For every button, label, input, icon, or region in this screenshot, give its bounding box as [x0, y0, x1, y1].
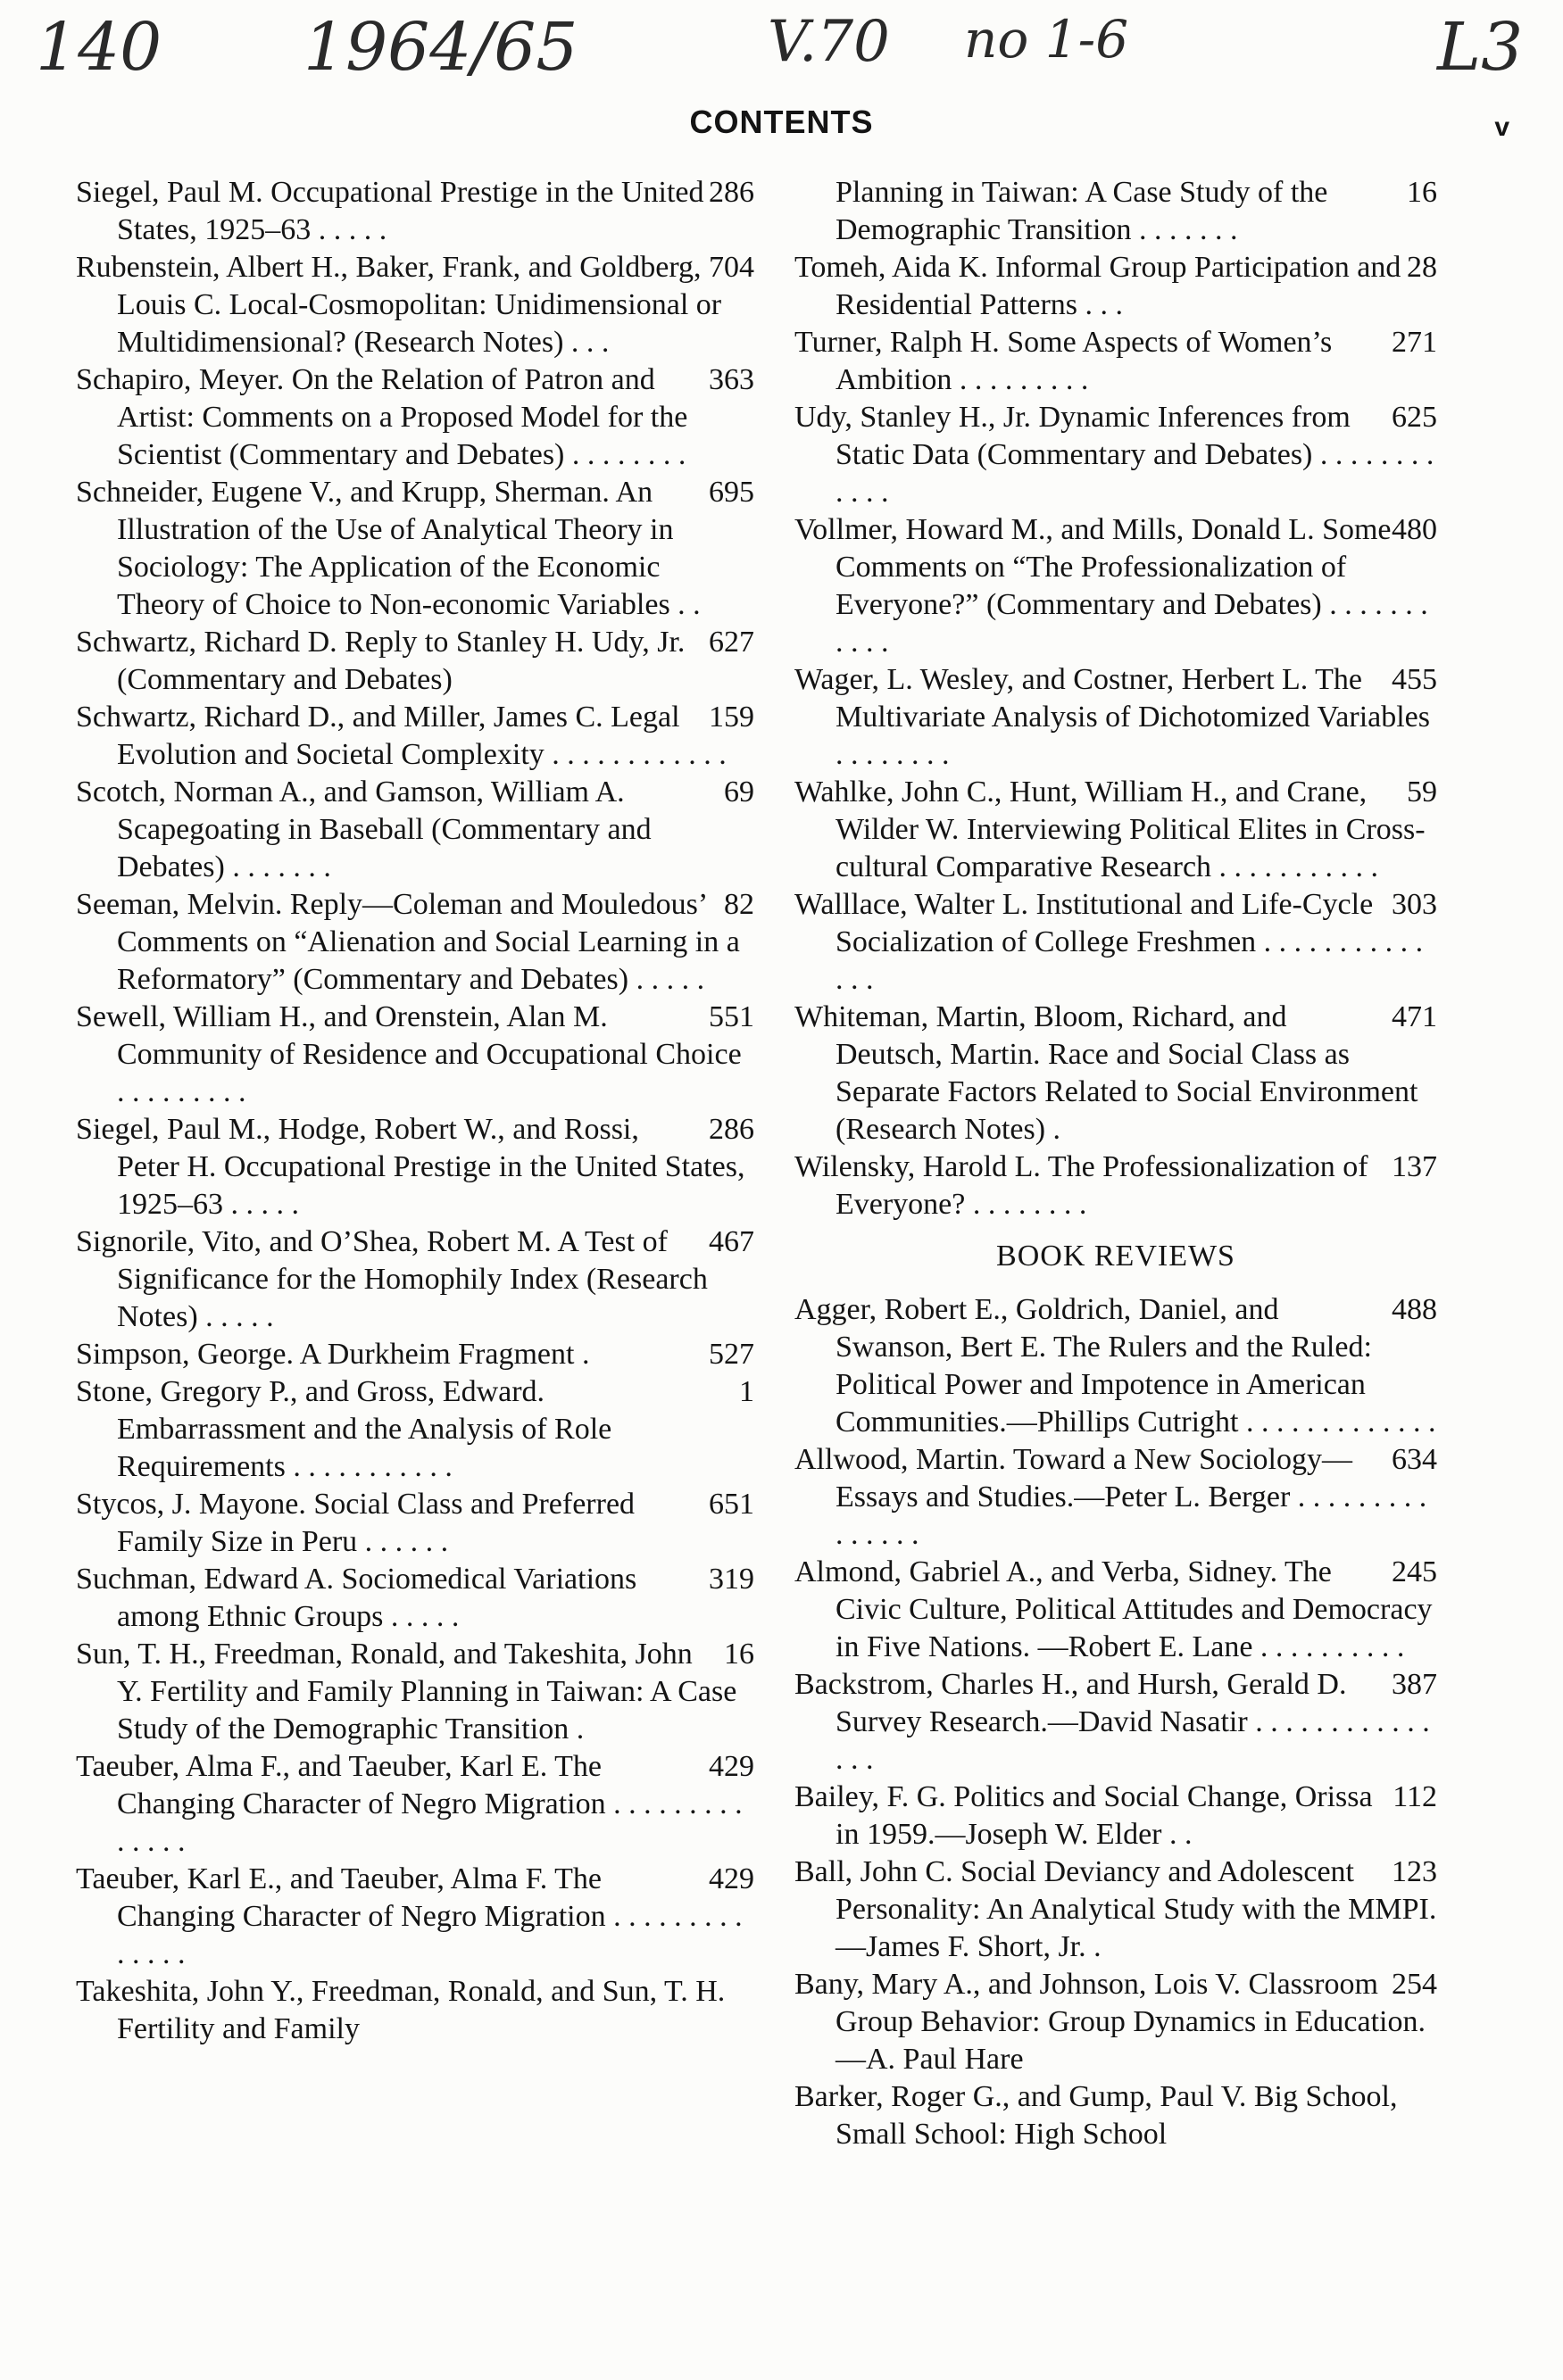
entry-text: Rubenstein, Albert H., Baker, Frank, and Goldberg, Louis C. Local-Cosmopolitan: Unidimensional or Multidimensional? (Research Notes) . . . — [76, 251, 722, 359]
entry-page-number: 123 — [1392, 1855, 1437, 1888]
entry-text: Seeman, Melvin. Reply—Coleman and Mouledous’ Comments on “Alienation and Social Learning in a Reformatory” (Commentary and Debates) . . . . . — [76, 888, 740, 996]
entry-page-number: 137 — [1392, 1150, 1437, 1183]
entry-page-number: 480 — [1392, 513, 1437, 546]
handwriting-volume: V.70 — [768, 9, 890, 75]
entry-page-number: 634 — [1392, 1443, 1437, 1476]
entry-text: Takeshita, John Y., Freedman, Ronald, and Sun, T. H. Fertility and Family — [76, 1975, 726, 2045]
entry-text: Backstrom, Charles H., and Hursh, Gerald D. Survey Research.—David Nasatir . . . . . . . . . . . . . . . — [794, 1668, 1430, 1776]
entry-text: Wilensky, Harold L. The Professionalization of Everyone? . . . . . . . . — [794, 1150, 1368, 1221]
entry-text: Schwartz, Richard D., and Miller, James C. Legal Evolution and Societal Complexity . . . . . . . . . . . . — [76, 701, 727, 771]
entry-text: Schapiro, Meyer. On the Relation of Patron and Artist: Comments on a Proposed Model for the Scientist (Commentary and Debates) . . . . . . . . — [76, 363, 688, 471]
contents-entry — [794, 886, 1437, 999]
book-review-entry — [794, 1554, 1437, 1666]
entry-text: Walllace, Walter L. Institutional and Life-Cycle Socialization of College Freshmen . . . . . . . . . . . . . . — [794, 888, 1424, 996]
entry-text: Allwood, Martin. Toward a New Sociology—Essays and Studies.—Peter L. Berger . . . . . . . . . . . . . . . — [794, 1443, 1427, 1551]
book-review-entry — [794, 1966, 1437, 2078]
contents-entry — [76, 1561, 754, 1636]
contents-entry — [794, 511, 1437, 661]
entry-page-number: 429 — [709, 1750, 754, 1783]
entry-text: Whiteman, Martin, Bloom, Richard, and Deutsch, Martin. Race and Social Class as Separate Factors Related to Social Environment (Research Notes) . — [794, 1000, 1418, 1146]
book-review-entry — [794, 1291, 1437, 1441]
left-column — [76, 174, 754, 2048]
entry-text: Wager, L. Wesley, and Costner, Herbert L. The Multivariate Analysis of Dichotomized Variables . . . . . . . . — [794, 663, 1431, 771]
entry-page-number: 527 — [709, 1338, 754, 1371]
entry-page-number: 245 — [1392, 1555, 1437, 1588]
contents-entry — [76, 699, 754, 774]
contents-entry — [794, 774, 1437, 886]
contents-entry — [76, 1486, 754, 1561]
entry-page-number: 271 — [1392, 326, 1437, 359]
entry-text: Ball, John C. Social Deviancy and Adolescent Personality: An Analytical Study with the MMPI.—James F. Short, Jr. . — [794, 1855, 1437, 1963]
entry-text: Scotch, Norman A., and Gamson, William A. Scapegoating in Baseball (Commentary and Debates) . . . . . . . — [76, 775, 652, 883]
book-review-entry — [794, 1666, 1437, 1779]
entry-text: Almond, Gabriel A., and Verba, Sidney. The Civic Culture, Political Attitudes and Democracy in Five Nations. —Robert E. Lane . . . . . . . . . . — [794, 1555, 1433, 1663]
page-title: CONTENTS — [689, 104, 874, 140]
entry-text: Udy, Stanley H., Jr. Dynamic Inferences from Static Data (Commentary and Debates) . . . . . . . . . . . . — [794, 401, 1434, 509]
contents-entry — [76, 249, 754, 361]
entry-page-number: 467 — [709, 1225, 754, 1258]
entry-text: Suchman, Edward A. Sociomedical Variations among Ethnic Groups . . . . . — [76, 1563, 637, 1633]
contents-entry — [76, 1861, 754, 1973]
book-review-entry — [794, 1779, 1437, 1853]
handwriting-corner: L3 — [1437, 9, 1524, 86]
right-column-entries — [794, 174, 1437, 1223]
contents-entry — [76, 474, 754, 624]
entry-page-number: 651 — [709, 1488, 754, 1521]
entry-text: Bany, Mary A., and Johnson, Lois V. Classroom Group Behavior: Group Dynamics in Education.—A. Paul Hare — [794, 1968, 1426, 2076]
entry-page-number: 303 — [1392, 888, 1437, 921]
entry-page-number: 159 — [709, 701, 754, 734]
entry-text: Taeuber, Karl E., and Taeuber, Alma F. The Changing Character of Negro Migration . . . . . . . . . . . . . . — [76, 1862, 743, 1970]
book-reviews-list — [794, 1291, 1437, 2153]
entry-text: Siegel, Paul M., Hodge, Robert W., and Rossi, Peter H. Occupational Prestige in the United States, 1925–63 . . . . . — [76, 1113, 745, 1221]
entry-page-number: 59 — [1407, 775, 1437, 809]
contents-entry — [76, 1636, 754, 1748]
contents-entry — [76, 624, 754, 699]
entry-text: Planning in Taiwan: A Case Study of the Demographic Transition . . . . . . . — [836, 176, 1328, 246]
page-header — [0, 100, 1563, 153]
book-review-entry — [794, 1441, 1437, 1554]
contents-entry — [794, 174, 1437, 249]
entry-page-number: 16 — [724, 1638, 754, 1671]
entry-page-number: 286 — [709, 176, 754, 209]
handwriting-left: 140 — [36, 9, 162, 86]
entry-text: Vollmer, Howard M., and Mills, Donald L. Some Comments on “The Professionalization of Everyone?” (Commentary and Debates) . . . . . . . . . . . — [794, 513, 1428, 659]
entry-page-number: 471 — [1392, 1000, 1437, 1033]
entry-page-number: 16 — [1407, 176, 1437, 209]
entry-text: Bailey, F. G. Politics and Social Change, Orissa in 1959.—Joseph W. Elder . . — [794, 1780, 1373, 1851]
entry-page-number: 28 — [1407, 251, 1437, 284]
entry-text: Schwartz, Richard D. Reply to Stanley H. Udy, Jr. (Commentary and Debates) — [76, 626, 686, 696]
entry-page-number: 82 — [724, 888, 754, 921]
entry-text: Tomeh, Aida K. Informal Group Participation and Residential Patterns . . . — [794, 251, 1401, 321]
contents-entry — [76, 361, 754, 474]
entry-page-number: 429 — [709, 1862, 754, 1895]
book-review-entry — [794, 1853, 1437, 1966]
contents-entry — [76, 1336, 754, 1373]
entry-page-number: 112 — [1393, 1780, 1437, 1813]
entry-text: Siegel, Paul M. Occupational Prestige in the United States, 1925–63 . . . . . — [76, 176, 704, 246]
entry-page-number: 627 — [709, 626, 754, 659]
entry-page-number: 1 — [739, 1375, 754, 1408]
entry-text: Signorile, Vito, and O’Shea, Robert M. A Test of Significance for the Homophily Index (Research Notes) . . . . . — [76, 1225, 708, 1333]
entry-text: Schneider, Eugene V., and Krupp, Sherman. An Illustration of the Use of Analytical Theory in Sociology: The Application of the Economic Theory of Choice to Non-economic Variables . . — [76, 476, 701, 621]
entry-text: Wahlke, John C., Hunt, William H., and Crane, Wilder W. Interviewing Political Elites in Cross-cultural Comparative Research . . . . . . . . . . . — [794, 775, 1426, 883]
entry-page-number: 625 — [1392, 401, 1437, 434]
entry-page-number: 254 — [1392, 1968, 1437, 2001]
contents-entry — [794, 249, 1437, 324]
contents-entry — [76, 174, 754, 249]
entry-text: Sun, T. H., Freedman, Ronald, and Takeshita, John Y. Fertility and Family Planning in Taiwan: A Case Study of the Demographic Transition . — [76, 1638, 737, 1746]
contents-entry — [76, 1223, 754, 1336]
contents-entry — [794, 1149, 1437, 1223]
entry-text: Taeuber, Alma F., and Taeuber, Karl E. The Changing Character of Negro Migration . . . . . . . . . . . . . . — [76, 1750, 743, 1858]
contents-entry — [794, 324, 1437, 399]
book-review-entry — [794, 2078, 1437, 2153]
book-reviews-heading: BOOK REVIEWS — [996, 1240, 1235, 1273]
entry-page-number: 455 — [1392, 663, 1437, 696]
contents-entry — [794, 399, 1437, 511]
right-column — [794, 174, 1437, 2153]
entry-page-number: 704 — [709, 251, 754, 284]
handwriting-year: 1964/65 — [303, 9, 578, 86]
contents-entry — [794, 999, 1437, 1149]
entry-page-number: 319 — [709, 1563, 754, 1596]
entry-text: Stycos, J. Mayone. Social Class and Preferred Family Size in Peru . . . . . . — [76, 1488, 636, 1558]
contents-entry — [76, 1748, 754, 1861]
entry-page-number: 488 — [1392, 1293, 1437, 1326]
entry-text: Stone, Gregory P., and Gross, Edward. Embarrassment and the Analysis of Role Requirements . . . . . . . . . . . — [76, 1375, 612, 1483]
contents-entry — [76, 886, 754, 999]
contents-entry — [76, 1373, 754, 1486]
entry-page-number: 69 — [724, 775, 754, 809]
entry-text: Barker, Roger G., and Gump, Paul V. Big School, Small School: High School — [794, 2080, 1398, 2151]
contents-entry — [76, 774, 754, 886]
entry-text: Agger, Robert E., Goldrich, Daniel, and Swanson, Bert E. The Rulers and the Ruled: Political Power and Impotence in American Communities.—Phillips Cutright . . . . . . . . . . . . . — [794, 1293, 1436, 1439]
entry-page-number: 363 — [709, 363, 754, 396]
contents-entry — [794, 661, 1437, 774]
contents-entry — [76, 1973, 754, 2048]
entry-page-number: 695 — [709, 476, 754, 509]
contents-entry — [76, 1111, 754, 1223]
entry-text: Sewell, William H., and Orenstein, Alan M. Community of Residence and Occupational Choice . . . . . . . . . — [76, 1000, 742, 1108]
entry-page-number: 286 — [709, 1113, 754, 1146]
entry-page-number: 551 — [709, 1000, 754, 1033]
entry-text: Simpson, George. A Durkheim Fragment . — [76, 1338, 590, 1371]
handwriting-issues: no 1-6 — [964, 9, 1129, 70]
contents-entry — [76, 999, 754, 1111]
page-number: v — [1494, 112, 1509, 142]
entry-page-number: 387 — [1392, 1668, 1437, 1701]
entry-text: Turner, Ralph H. Some Aspects of Women’s Ambition . . . . . . . . . — [794, 326, 1333, 396]
